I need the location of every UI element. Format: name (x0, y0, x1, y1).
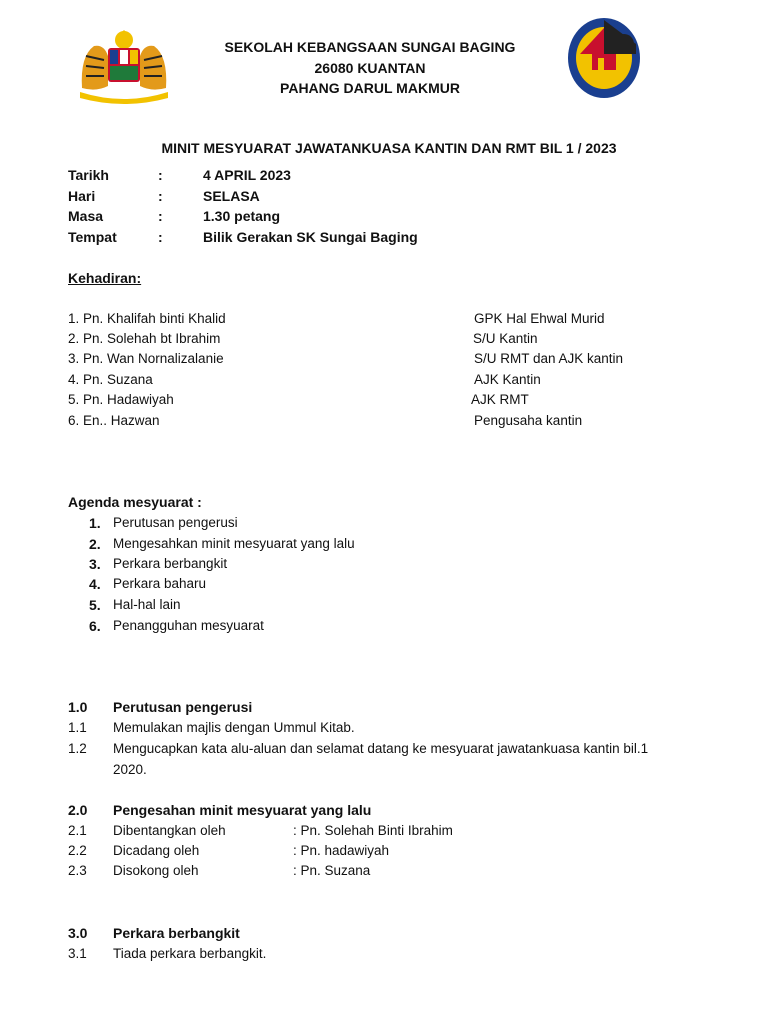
item-number: 2.1 (68, 823, 87, 838)
info-label-time: Masa (68, 208, 104, 224)
item-text: Disokong oleh (113, 863, 199, 878)
document-title: MINIT MESYUARAT JAWATANKUASA KANTIN DAN RMT BIL 1 / 2023 (161, 140, 617, 156)
agenda-item: Mengesahkan minit mesyuarat yang lalu (113, 536, 355, 551)
info-sep: : (158, 208, 163, 224)
attendee-name: 5. Pn. Hadawiyah (68, 392, 174, 407)
section-number: 3.0 (68, 925, 88, 941)
attendee-name: 1. Pn. Khalifah binti Khalid (68, 311, 226, 326)
school-postcode-city: 26080 KUANTAN (314, 60, 426, 76)
item-text-continued: 2020. (113, 762, 147, 777)
info-value-date: 4 APRIL 2023 (203, 167, 291, 183)
attendee-role: GPK Hal Ehwal Murid (474, 311, 605, 326)
agenda-heading: Agenda mesyuarat : (68, 494, 202, 510)
info-sep: : (158, 188, 163, 204)
school-name: SEKOLAH KEBANGSAAN SUNGAI BAGING (224, 39, 516, 55)
section-number: 2.0 (68, 802, 88, 818)
attendee-role: S/U Kantin (473, 331, 538, 346)
agenda-number: 4. (89, 576, 101, 592)
agenda-item: Perkara baharu (113, 576, 207, 591)
section-number: 1.0 (68, 699, 88, 715)
info-value-day: SELASA (203, 188, 260, 204)
info-sep: : (158, 167, 163, 183)
agenda-number: 6. (89, 618, 101, 634)
attendee-role: S/U RMT dan AJK kantin (474, 351, 624, 366)
item-number: 2.3 (68, 863, 87, 878)
attendee-name: 2. Pn. Solehah bt Ibrahim (68, 331, 221, 346)
item-value: : Pn. Suzana (293, 863, 371, 878)
item-text: Memulakan majlis dengan Ummul Kitab. (113, 720, 355, 735)
school-state: PAHANG DARUL MAKMUR (280, 80, 460, 96)
coat-of-arms-logo (74, 26, 174, 106)
info-sep: : (158, 229, 163, 245)
agenda-number: 3. (89, 556, 101, 572)
attendee-role: Pengusaha kantin (474, 413, 583, 428)
agenda-item: Hal-hal lain (113, 597, 181, 612)
item-text: Mengucapkan kata alu-aluan dan selamat datang ke mesyuarat jawatankuasa kantin bil.1 (113, 741, 649, 756)
item-value: : Pn. hadawiyah (293, 843, 390, 858)
item-number: 3.1 (68, 946, 87, 961)
section-title: Pengesahan minit mesyuarat yang lalu (113, 802, 372, 818)
agenda-item: Perkara berbangkit (113, 556, 228, 571)
info-value-time: 1.30 petang (203, 208, 281, 224)
info-label-place: Tempat (68, 229, 117, 245)
school-logo (566, 14, 642, 100)
agenda-item: Perutusan pengerusi (113, 515, 238, 530)
info-label-day: Hari (68, 188, 96, 204)
attendee-name: 4. Pn. Suzana (68, 372, 153, 387)
attendee-role: AJK RMT (471, 392, 529, 407)
item-number: 2.2 (68, 843, 87, 858)
attendee-name: 3. Pn. Wan Nornalizalanie (68, 351, 224, 366)
agenda-item: Penangguhan mesyuarat (113, 618, 264, 633)
info-label-date: Tarikh (68, 167, 109, 183)
item-value: : Pn. Solehah Binti Ibrahim (293, 823, 453, 838)
item-number: 1.1 (68, 720, 87, 735)
info-value-place: Bilik Gerakan SK Sungai Baging (203, 229, 418, 245)
section-title: Perutusan pengerusi (113, 699, 253, 715)
attendee-name: 6. En.. Hazwan (68, 413, 160, 428)
item-text: Dibentangkan oleh (113, 823, 226, 838)
item-text: Dicadang oleh (113, 843, 200, 858)
item-number: 1.2 (68, 741, 87, 756)
agenda-number: 5. (89, 597, 101, 613)
attendance-heading: Kehadiran: (68, 270, 142, 286)
agenda-number: 1. (89, 515, 101, 531)
item-text: Tiada perkara berbangkit. (113, 946, 267, 961)
agenda-number: 2. (89, 536, 101, 552)
section-title: Perkara berbangkit (113, 925, 240, 941)
attendee-role: AJK Kantin (474, 372, 541, 387)
